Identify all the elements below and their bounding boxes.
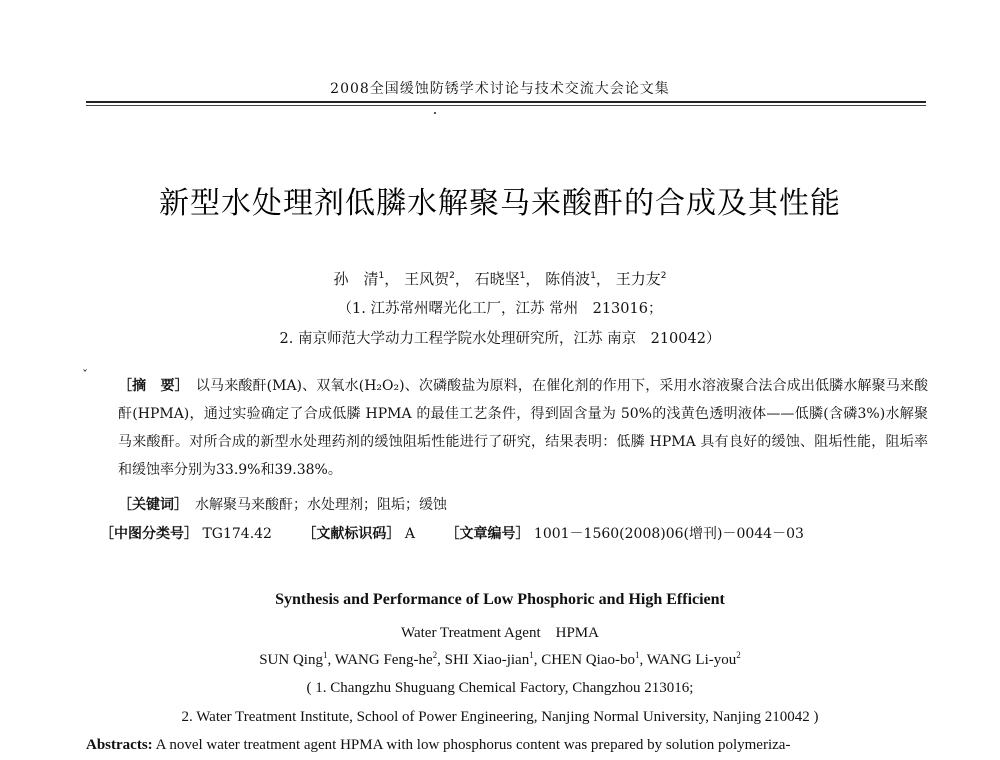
english-title-line-2: Water Treatment Agent HPMA: [401, 625, 599, 641]
header-rule-thin: [86, 105, 926, 106]
article-number-label: ［文章编号］: [445, 526, 530, 542]
doc-code-value: A: [404, 526, 415, 542]
author-list: [0, 268, 1000, 289]
english-author-separator: ,: [437, 652, 445, 668]
chinese-abstract: [86, 372, 928, 484]
author-affiliation-mark: 2: [660, 271, 667, 281]
english-abstract-text: A novel water treatment agent HPMA with low phosphorus content was prepared by solution polymeriza-: [152, 737, 791, 753]
english-abstract-label: Abstracts:: [86, 737, 153, 753]
affiliation-2: 2. 南京师范大学动力工程学院水处理研究所，江苏 南京 210042）: [279, 331, 721, 347]
english-affiliation-2: 2. Water Treatment Institute, School of Power Engineering, Nanjing Normal University, Nanjing 210042 ): [181, 709, 819, 725]
author-separator: ，: [384, 270, 400, 288]
scan-tick-mark: ˇ: [82, 368, 88, 382]
english-author-mark: 1: [529, 650, 534, 660]
keywords-text: 水解聚马来酸酐；水处理剂；阻垢；缓蚀: [195, 497, 447, 513]
author-name: 孙 清: [333, 270, 379, 288]
english-author-name: SUN Qing: [259, 652, 323, 668]
author-affiliation-mark: 1: [590, 271, 596, 281]
english-author-mark: 2: [432, 650, 438, 660]
abstract-paragraph: [86, 372, 928, 484]
author-separator: ，: [525, 270, 541, 288]
english-author-separator: ,: [533, 652, 542, 668]
english-author-name: WANG Li-you: [646, 652, 737, 668]
keywords-line: [118, 494, 447, 514]
keywords-label: ［关键词］: [118, 497, 181, 513]
author-affiliation-mark: 1: [519, 271, 526, 281]
author-separator: ，: [454, 270, 470, 288]
abstract-text: 以马来酸酐(MA)、双氧水(H₂O₂)、次磷酸盐为原料，在催化剂的作用下，采用水溶液聚合法合成出低膦水解聚马来酸酐(HPMA)，通过实验确定了合成低膦 HPMA 的最佳工艺条件，得到固含量为 50%的浅黄色透明液体——低膦(含磷3%)水解聚马来酸酐。对所合成的新型水处理药剂的缓蚀阻垢性能进行了研究，结果表明：低膦 HPMA 具有良好的缓蚀、阻垢性能，阻垢率和缓蚀率分别为33.9%和39.38%。: [118, 378, 929, 478]
clc-label: ［中图分类号］: [100, 526, 198, 542]
article-number-value: 1001－1560(2008)06(增刊)－0044－03: [533, 526, 804, 542]
english-author-list: [0, 650, 1000, 669]
header-rule-thick: [86, 101, 926, 103]
running-title: 2008全国缓蚀防锈学术讨论与技术交流大会论文集: [330, 81, 670, 97]
english-author-separator: ,: [327, 652, 335, 668]
abstract-label: ［摘 要］: [118, 378, 182, 394]
english-affiliation-1: ( 1. Changzhu Shuguang Chemical Factory, Changzhou 213016;: [306, 680, 694, 696]
paper-title: 新型水处理剂低膦水解聚马来酸酐的合成及其性能: [159, 186, 841, 221]
clc-value: TG174.42: [202, 526, 272, 542]
author-name: 陈俏波: [545, 270, 591, 288]
english-author-separator: ,: [639, 652, 647, 668]
doc-code-label: ［文献标识码］: [302, 526, 401, 542]
author-name: 王风贺: [404, 270, 450, 288]
affiliation-1: （1. 江苏常州曙光化工厂，江苏 常州 213016；: [337, 301, 663, 317]
english-author-name: WANG Feng-he: [334, 652, 433, 668]
scan-speck: [434, 112, 436, 114]
english-author-mark: 1: [322, 650, 328, 660]
english-title-line-1: Synthesis and Performance of Low Phosphoric and High Efficient: [275, 591, 725, 608]
english-author-mark: 1: [634, 650, 640, 660]
author-name: 石晓坚: [474, 270, 520, 288]
english-author-mark: 2: [736, 650, 741, 660]
classification-line: [100, 523, 804, 543]
author-affiliation-mark: 1: [378, 271, 385, 281]
english-abstract: [86, 737, 928, 754]
author-separator: ，: [595, 270, 611, 288]
english-author-name: CHEN Qiao-bo: [541, 652, 635, 668]
english-author-name: SHI Xiao-jian: [444, 652, 530, 668]
author-affiliation-mark: 2: [449, 271, 455, 281]
author-name: 王力友: [615, 270, 661, 288]
